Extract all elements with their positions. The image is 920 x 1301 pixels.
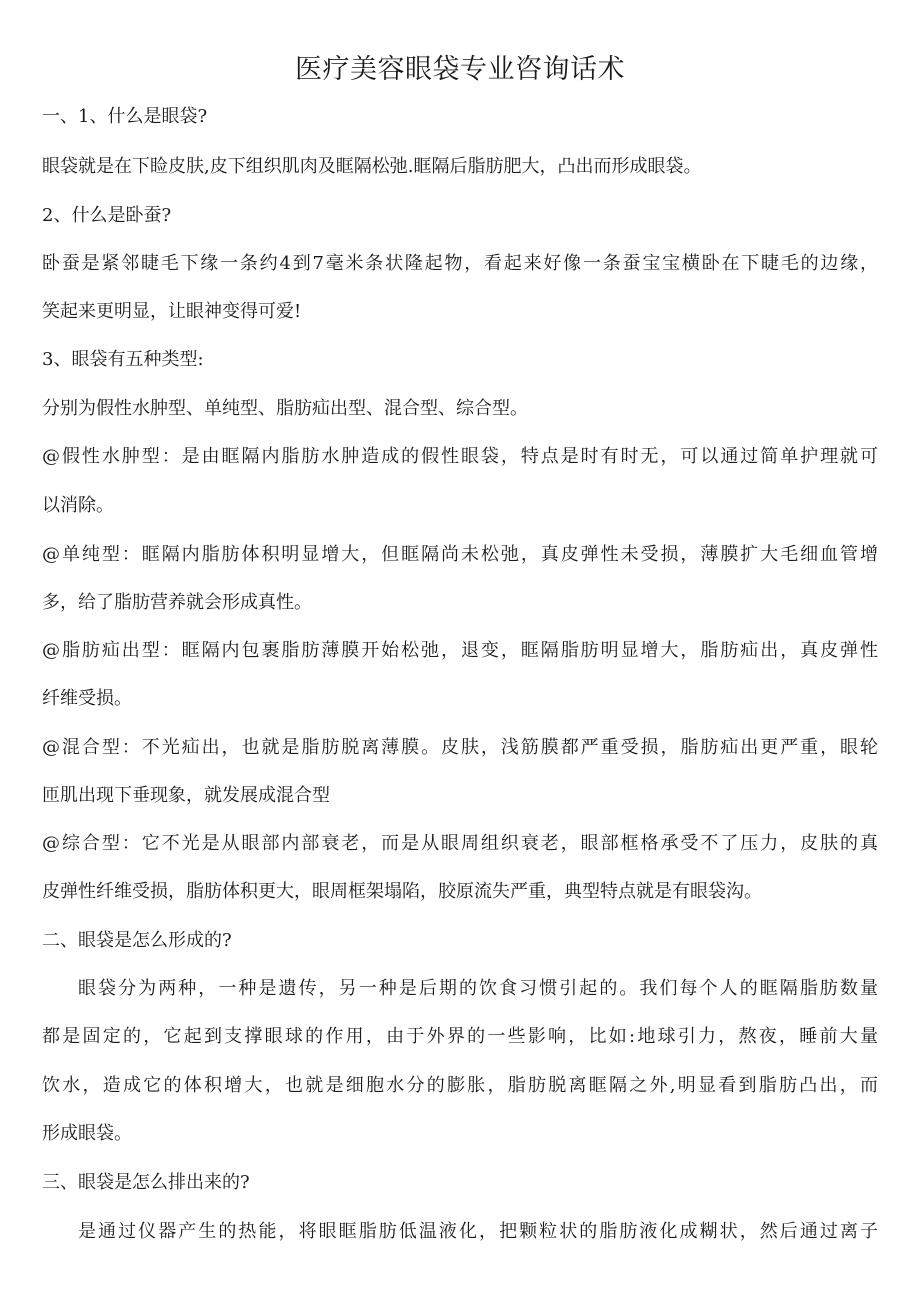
type-item-line: @混合型：不光疝出，也就是脂肪脱离薄膜。皮肤，浅筋膜都严重受损，脂肪疝出更严重，眼轮: [42, 737, 878, 758]
section-2-heading: 二、眼袋是怎么形成的?: [42, 930, 232, 951]
document-title: 医疗美容眼袋专业咨询话术: [295, 54, 625, 85]
paragraph-line: 分别为假性水肿型、单纯型、脂肪疝出型、混合型、综合型。: [42, 398, 528, 419]
paragraph-line: 眼袋分为两种，一种是遗传，另一种是后期的饮食习惯引起的。我们每个人的眶隔脂肪数量: [78, 978, 878, 999]
type-item-line: @假性水肿型：是由眶隔内脂肪水肿造成的假性眼袋，特点是时有时无，可以通过简单护理就可: [42, 446, 878, 467]
paragraph-line: 眼袋就是在下睑皮肤,皮下组织肌肉及眶隔松弛.眶隔后脂肪肥大，凸出而形成眼袋。: [42, 156, 702, 177]
type-item-line: 多，给了脂肪营养就会形成真性。: [42, 592, 312, 613]
question-2-heading: 2、什么是卧蚕?: [42, 205, 172, 226]
type-item-line: @脂肪疝出型：眶隔内包裹脂肪薄膜开始松弛，退变，眶隔脂肪明显增大，脂肪疝出，真皮弹性: [42, 640, 878, 661]
type-item-line: 纤维受损。: [42, 688, 132, 709]
paragraph-line: 是通过仪器产生的热能，将眼眶脂肪低温液化，把颗粒状的脂肪液化成糊状，然后通过离子: [78, 1221, 878, 1242]
paragraph-line: 都是固定的，它起到支撑眼球的作用，由于外界的一些影响，比如:地球引力，熬夜，睡前大量: [42, 1026, 878, 1047]
type-item-line: @综合型：它不光是从眼部内部衰老，而是从眼周组织衰老，眼部框格承受不了压力，皮肤的真: [42, 833, 878, 854]
paragraph-line: 笑起来更明显，让眼神变得可爱!: [42, 301, 302, 322]
paragraph-line: 卧蚕是紧邻睫毛下缘一条约4到7毫米条状隆起物，看起来好像一条蚕宝宝横卧在下睫毛的边缘，: [42, 253, 878, 274]
type-item-line: @单纯型：眶隔内脂肪体积明显增大，但眶隔尚未松弛，真皮弹性未受损，薄膜扩大毛细血管增: [42, 544, 878, 565]
paragraph-line: 形成眼袋。: [42, 1123, 132, 1144]
paragraph-line: 饮水，造成它的体积增大，也就是细胞水分的膨胀，脂肪脱离眶隔之外,明显看到脂肪凸出，而: [42, 1075, 878, 1096]
type-item-line: 以消除。: [42, 495, 114, 516]
question-3-heading: 3、眼袋有五种类型:: [42, 349, 204, 370]
question-1-heading: 一、1、什么是眼袋?: [42, 106, 208, 127]
section-3-heading: 三、眼袋是怎么排出来的?: [42, 1172, 250, 1193]
type-item-line: 皮弹性纤维受损，脂肪体积更大，眼周框架塌陷，胶原流失严重，典型特点就是有眼袋沟。: [42, 881, 762, 902]
type-item-line: 匝肌出现下垂现象，就发展成混合型: [42, 785, 330, 806]
